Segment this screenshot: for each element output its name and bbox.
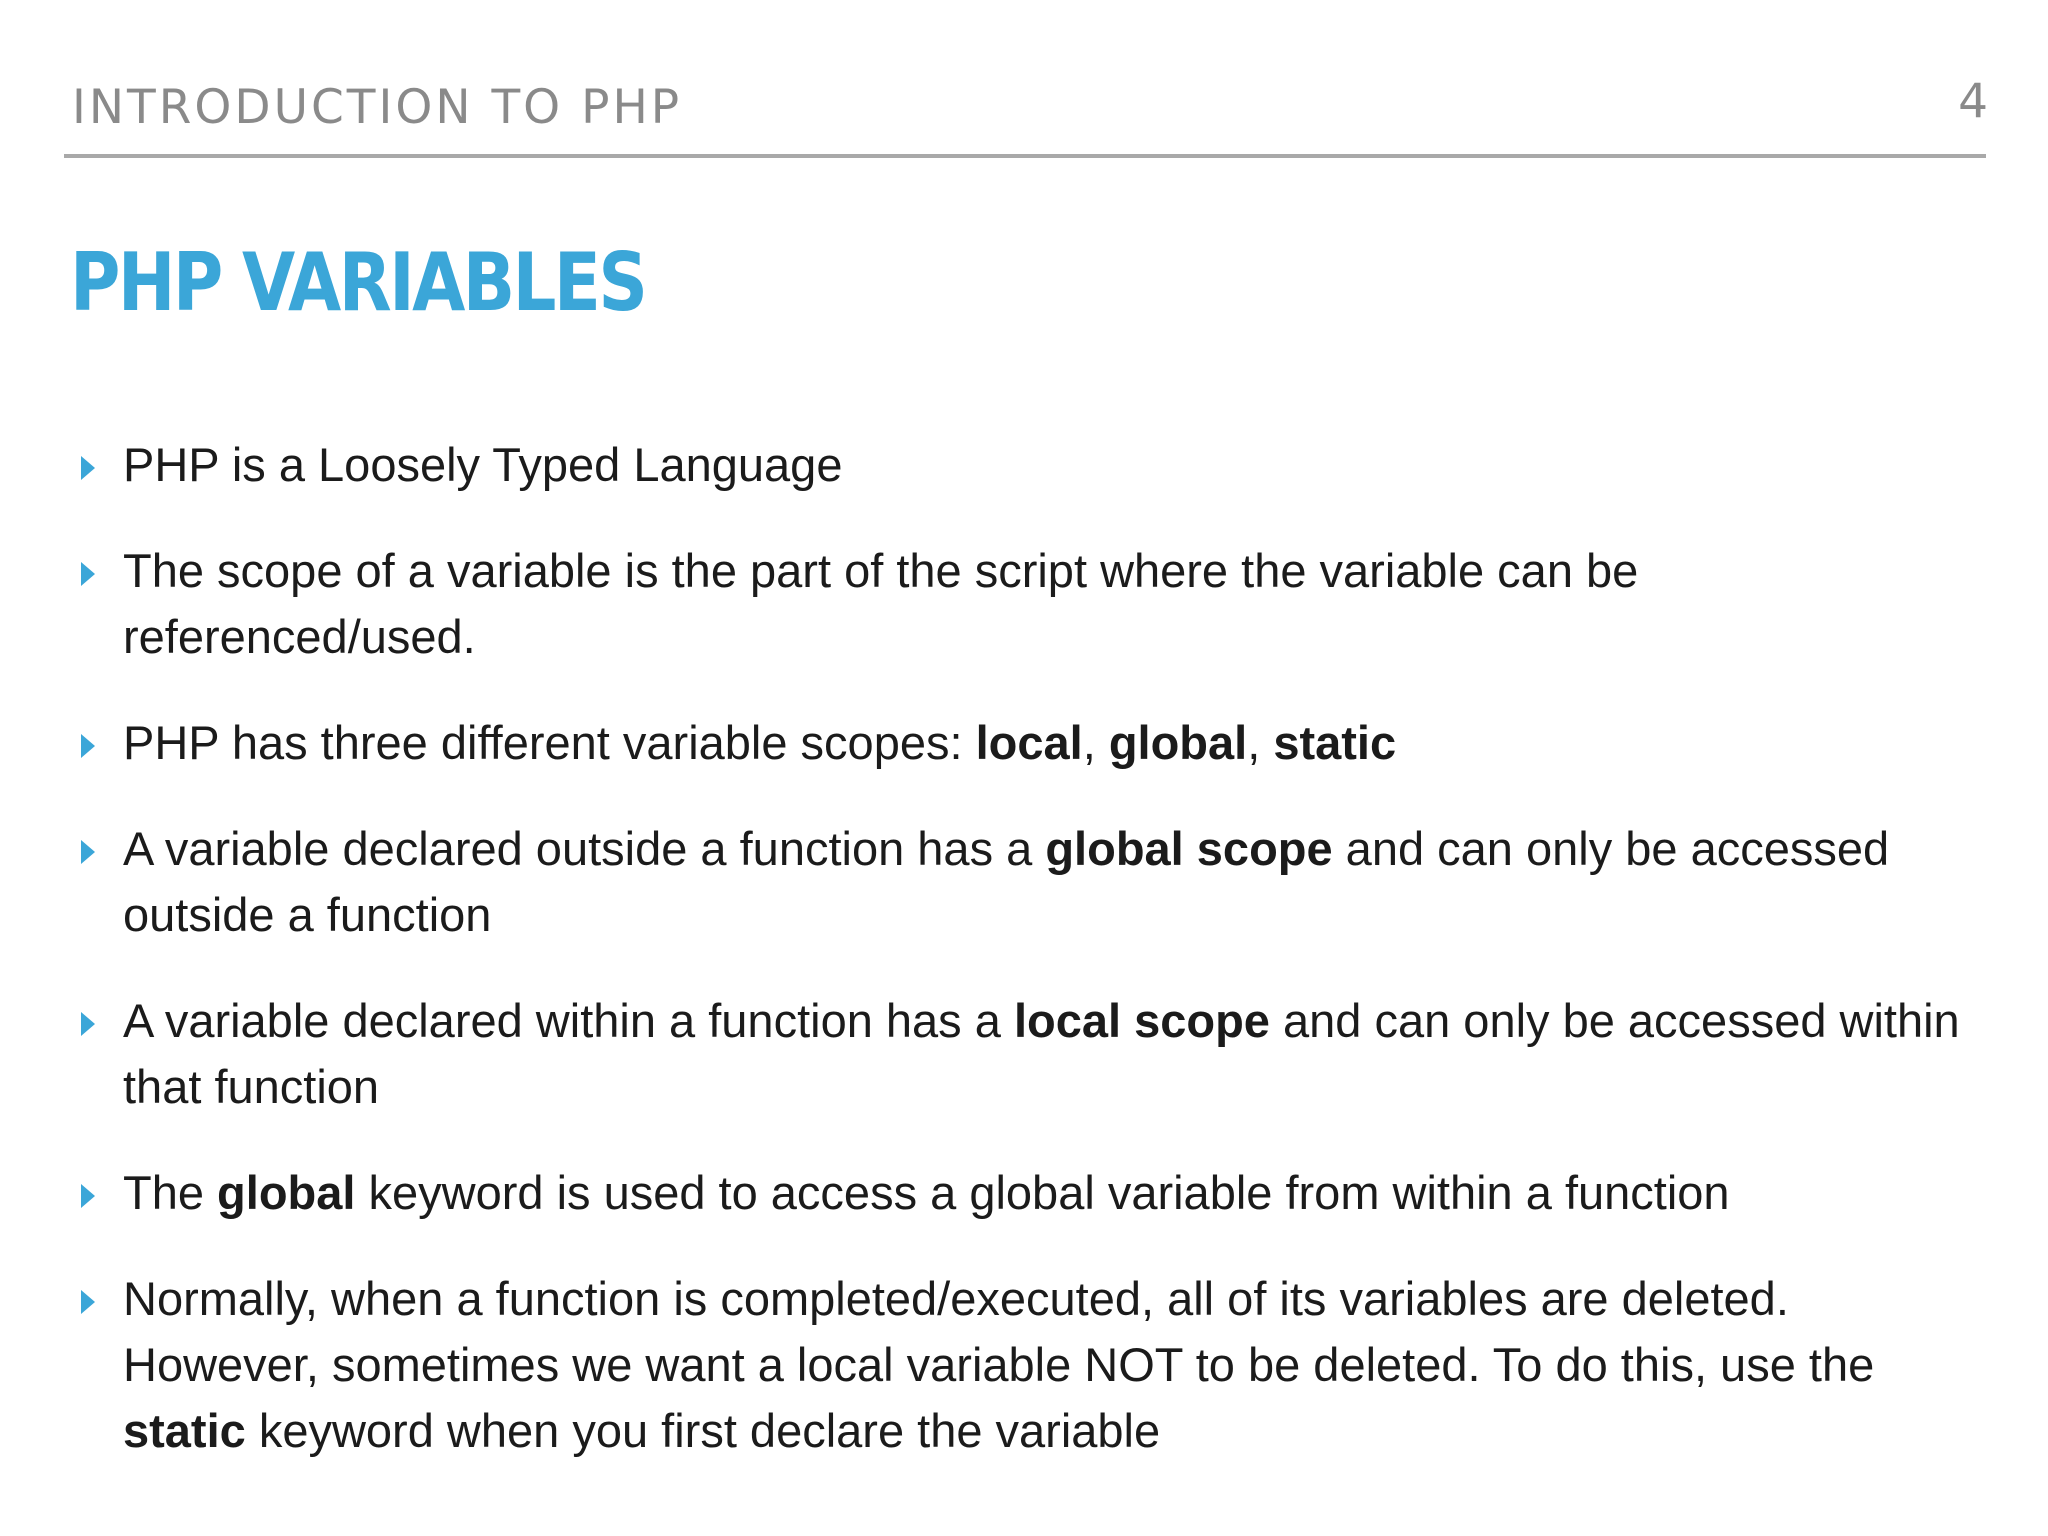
bold-term: static [1273, 716, 1397, 769]
bullet-item [72, 988, 1972, 1120]
triangle-right-icon [81, 1290, 95, 1314]
bullet-text: A variable declared outside a function has a [123, 822, 1046, 875]
bold-term: global [1108, 716, 1248, 769]
page-number: 4 [1958, 74, 1988, 129]
bullet-text: PHP is a Loosely Typed Language [123, 438, 843, 491]
bullet-item [72, 1160, 1972, 1226]
bullet-text: and can only be accessed outside a function [123, 822, 1890, 941]
bullet-text: , [1247, 716, 1274, 769]
triangle-right-icon [81, 562, 95, 586]
bold-term: local [975, 716, 1083, 769]
slide-header [72, 74, 1988, 144]
bold-term: global scope [1045, 822, 1333, 875]
header-divider [64, 154, 1986, 158]
bullet-text: , [1082, 716, 1109, 769]
bullet-text: Normally, when a function is completed/executed, all of its variables are deleted. However, sometimes we want a local variable NOT to be deleted. To do this, use the [123, 1272, 1875, 1391]
bullet-item [72, 1266, 1972, 1464]
bullet-item [72, 432, 1972, 498]
bold-term: local scope [1013, 994, 1270, 1047]
bold-term: global [217, 1166, 356, 1219]
bold-term: static [123, 1404, 246, 1457]
bullet-text: The [123, 1166, 218, 1219]
triangle-right-icon [81, 840, 95, 864]
section-title: INTRODUCTION TO PHP [72, 80, 683, 135]
bullet-text: A variable declared within a function has a [123, 994, 1014, 1047]
triangle-right-icon [81, 1184, 95, 1208]
slide-title: PHP VARIABLES [70, 236, 646, 329]
bullet-text: and can only be accessed within that function [123, 994, 1960, 1113]
bullet-item [72, 710, 1972, 776]
bullet-item [72, 538, 1972, 670]
triangle-right-icon [81, 1012, 95, 1036]
bullet-text: keyword when you first declare the variable [245, 1404, 1161, 1457]
triangle-right-icon [81, 456, 95, 480]
bullet-list [72, 432, 1972, 1504]
triangle-right-icon [81, 734, 95, 758]
bullet-text: keyword is used to access a global variable from within a function [355, 1166, 1730, 1219]
bullet-text: PHP has three different variable scopes: [123, 716, 976, 769]
bullet-item [72, 816, 1972, 948]
bullet-text: The scope of a variable is the part of the script where the variable can be referenced/used. [123, 544, 1639, 663]
